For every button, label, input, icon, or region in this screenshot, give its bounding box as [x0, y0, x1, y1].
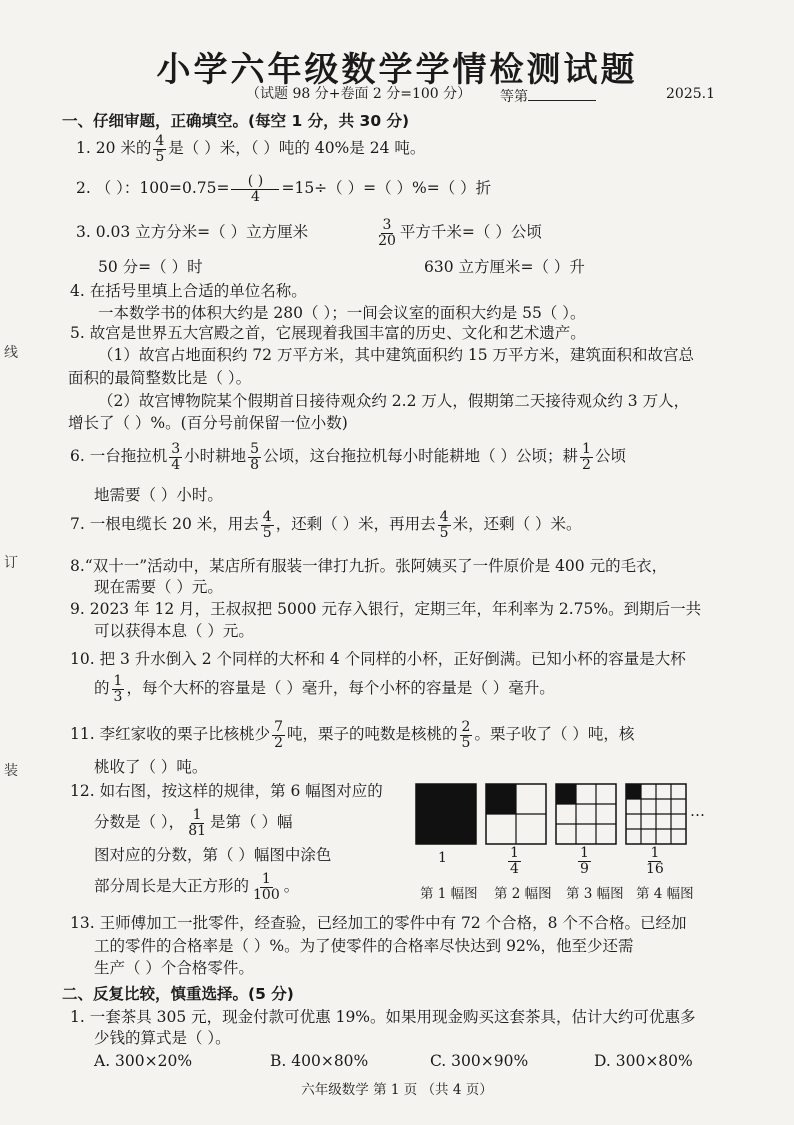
grade-field	[500, 86, 596, 106]
option-b[interactable]: B. 400×80%	[270, 1052, 369, 1070]
fraction: $\frac{1}{81}$	[188, 807, 207, 839]
question-8: 8.“双十一”活动中，某店所有服装一律打九折。张阿姨买了一件原价是 400 元的毛衣，	[70, 557, 668, 575]
section1-heading: 一、仔细审题，正确填空。(每空 1 分，共 30 分)	[62, 112, 410, 130]
question-1: 1. 20 米的 $\frac{4}{5}$ 是（ ）米，（ ）吨的 40%是 24 吨。	[76, 133, 426, 165]
section2-heading: 二、反复比较，慎重选择。(5 分)	[62, 985, 294, 1003]
question-8-cont: 现在需要（ ）元。	[94, 578, 223, 596]
fraction: $\frac{5}{8}$	[250, 441, 260, 473]
question-5-part2-cont: 增长了（ ）%。(百分号前保留一位小数)	[68, 414, 348, 432]
question-2: 2. （ ）：100=0.75= $\frac{( )}{4}$ =15÷（ ）=（ ）%=（ ）折	[76, 173, 492, 205]
fraction: $\frac{1}{3}$	[113, 673, 123, 705]
choice-question-1: 1. 一套茶具 305 元，现金付款可优惠 19%。如果用现金购买这套茶具，估计大约可优惠多	[70, 1008, 696, 1026]
question-4: 4. 在括号里填上合适的单位名称。	[70, 282, 307, 300]
figure-1-square	[416, 784, 476, 844]
exam-date: 2025.1	[666, 86, 715, 102]
figure-3-value: $\frac{1}{9}$	[580, 845, 589, 877]
binding-mark-staple: 订	[4, 555, 18, 571]
question-6: 6. 一台拖拉机 $\frac{3}{4}$ 小时耕地 $\frac{5}{8}$ 公顷，这台拖拉机每小时能耕地（ ）公顷；耕 $\frac{1}{2}$ 公顷	[70, 441, 626, 473]
question-9-cont: 可以获得本息（ ）元。	[94, 622, 254, 640]
figure-4-value: $\frac{1}{16}$	[646, 845, 664, 877]
grade-blank[interactable]	[528, 86, 596, 101]
fraction: $\frac{( )}{4}$	[231, 174, 279, 204]
figure-3-grid	[556, 784, 616, 844]
question-13-line3: 生产（ ）个合格零件。	[94, 959, 254, 977]
question-9: 9. 2023 年 12 月，王叔叔把 5000 元存入银行，定期三年，年利率为 2.75%。到期后一共	[70, 600, 702, 618]
pattern-ellipsis: …	[690, 802, 705, 820]
fraction: $\frac{2}{5}$	[461, 719, 471, 751]
question-5-part2: （2）故宫博物院某个假期首日接待观众约 2.2 万人，假期第二天接待观众约 3 万人，	[98, 392, 690, 410]
question-5-part1-cont: 面积的最简整数比是（ ）。	[68, 369, 252, 387]
figure-2-value: $\frac{1}{4}$	[510, 845, 519, 877]
grade-label: 等第	[500, 89, 528, 105]
fraction: $\frac{7}{2}$	[274, 719, 283, 751]
question-12-line4: 部分周长是大正方形的 $\frac{1}{100}$ 。	[94, 871, 300, 903]
figure-4-grid	[626, 784, 686, 844]
fraction: $\frac{1}{100}$	[253, 871, 280, 903]
question-10: 10. 把 3 升水倒入 2 个同样的大杯和 4 个同样的小杯，正好倒满。已知小杯的容量是大杯	[70, 650, 686, 668]
question-5-part1: （1）故宫占地面积约 72 万平方米，其中建筑面积约 15 万平方米，建筑面积和故宫总	[98, 346, 695, 364]
question-13-line2: 工的零件的合格率是（ ）%。为了使零件的合格率尽快达到 92%，他至少还需	[94, 937, 634, 955]
question-5: 5. 故宫是世界五大宫殿之首，它展现着我国丰富的历史、文化和艺术遗产。	[70, 324, 586, 342]
fraction: $\frac{3}{4}$	[171, 441, 181, 473]
question-12-line3: 图对应的分数，第（ ）幅图中涂色	[94, 846, 332, 864]
question-12-line2: 分数是（ ）， $\frac{1}{81}$ 是第（ ）幅	[94, 807, 293, 839]
question-3-part2b: 630 立方厘米=（ ）升	[424, 258, 585, 276]
fraction: $\frac{4}{5}$	[439, 509, 449, 541]
question-4-body: 一本数学书的体积大约是 280（ ）；一间会议室的面积大约是 55（ ）。	[98, 304, 586, 322]
question-7: 7. 一根电缆长 20 米，用去 $\frac{4}{5}$ ，还剩（ ）米，再用去 $\frac{4}{5}$ 米，还剩（ ）米。	[70, 509, 582, 541]
figure-1-caption: 第 1 幅图	[420, 886, 478, 902]
score-subtitle: （试题 98 分+卷面 2 分=100 分）	[246, 86, 472, 102]
fraction: $\frac{3}{20}$	[378, 217, 396, 249]
question-11-cont: 桃收了（ ）吨。	[94, 758, 208, 776]
page-footer: 六年级数学 第 1 页 （共 4 页）	[301, 1082, 493, 1098]
option-d[interactable]: D. 300×80%	[594, 1052, 693, 1070]
question-10-cont: 的 $\frac{1}{3}$ ，每个大杯的容量是（ ）毫升，每个小杯的容量是（ ）毫升。	[94, 673, 555, 705]
choice-question-1-cont: 少钱的算式是（ ）。	[94, 1029, 231, 1047]
option-c[interactable]: C. 300×90%	[430, 1052, 529, 1070]
fraction: $\frac{1}{2}$	[582, 441, 591, 473]
figure-2-caption: 第 2 幅图	[494, 886, 552, 902]
question-13: 13. 王师傅加工一批零件，经查验，已经加工的零件中有 72 个合格，8 个不合格。已经加	[70, 914, 687, 932]
page-title: 小学六年级数学学情检测试题	[156, 50, 638, 90]
pattern-figures	[412, 780, 702, 848]
binding-mark-line: 线	[4, 345, 18, 361]
question-6-cont: 地需要（ ）小时。	[94, 486, 223, 504]
question-12: 12. 如右图，按这样的规律，第 6 幅图对应的	[70, 782, 383, 800]
figure-1-value: 1	[438, 850, 447, 866]
question-11: 11. 李红家收的栗子比核桃少 $\frac{7}{2}$ 吨，栗子的吨数是核桃的 $\frac{2}{5}$ 。栗子收了（ ）吨，核	[70, 719, 635, 751]
figure-2-grid	[486, 784, 546, 844]
binding-mark-bind: 装	[4, 763, 18, 779]
fraction: $\frac{4}{5}$	[155, 133, 165, 165]
figure-4-caption: 第 4 幅图	[636, 886, 694, 902]
option-a[interactable]: A. 300×20%	[94, 1052, 193, 1070]
figure-3-caption: 第 3 幅图	[566, 886, 624, 902]
question-3-part2a: 50 分=（ ）时	[98, 258, 203, 276]
question-3: 3. 0.03 立方分米=（ ）立方厘米 $\frac{3}{20}$ 平方千米=（ ）公顷	[76, 217, 542, 249]
fraction: $\frac{4}{5}$	[262, 509, 272, 541]
